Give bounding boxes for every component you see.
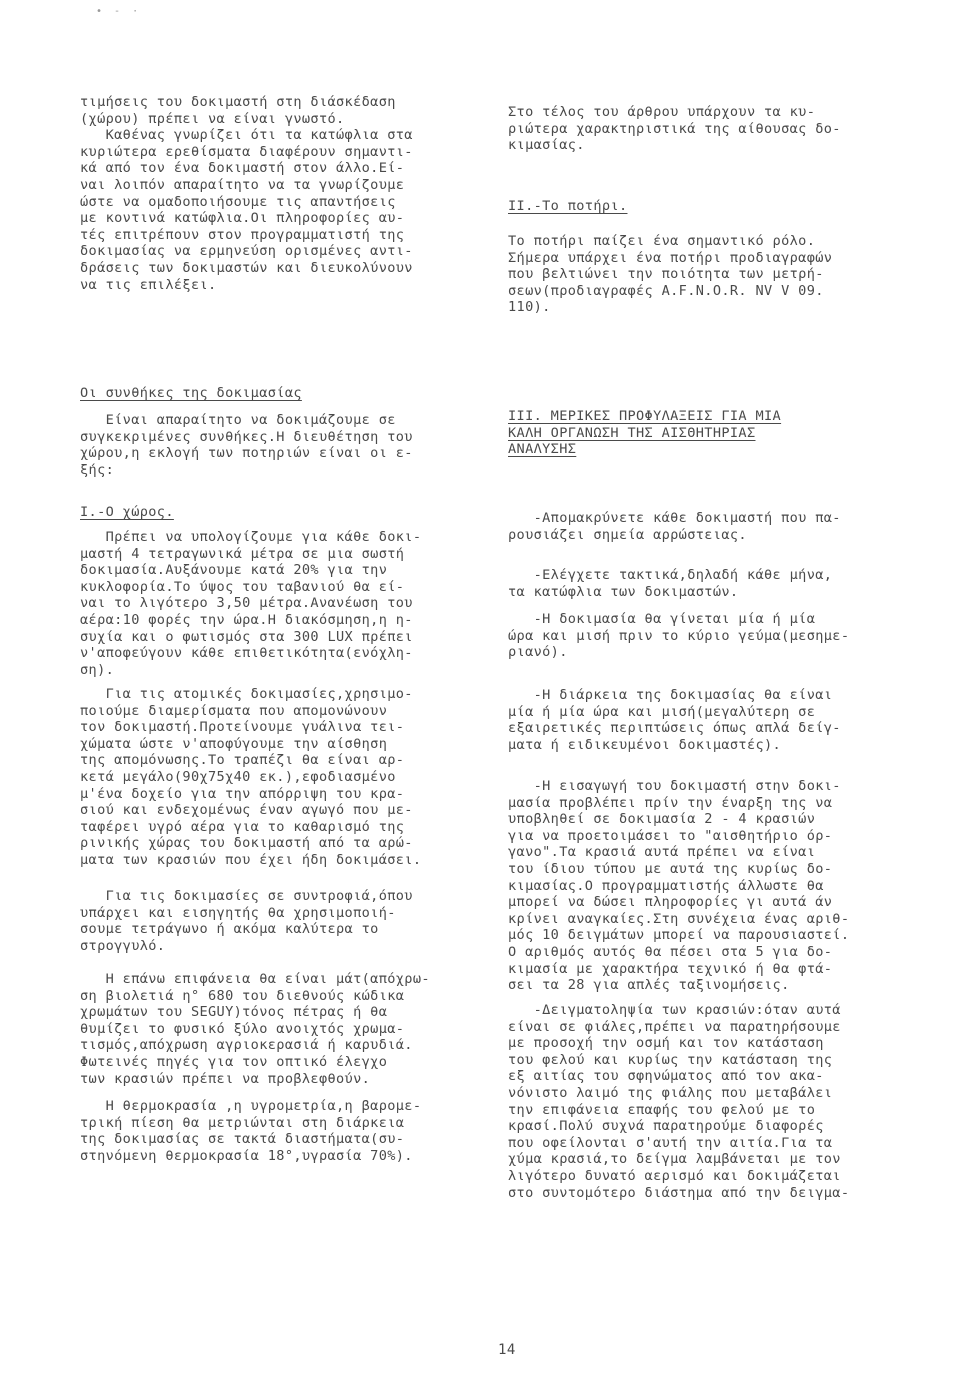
text-line: χύμα κρασιά,το δείγμα λαμβάνεται με τον — [508, 1151, 841, 1168]
text-line: -Η εισαγωγή του δοκιμαστή στην δοκι- — [508, 778, 841, 794]
text-line: 110). — [508, 299, 551, 316]
text-line: ώρα και μισή πριν το κύριο γεύμα(μεσημε- — [508, 627, 850, 644]
text-line: που οφείλονται σ'αυτή την αιτία.Για τα — [508, 1134, 833, 1151]
text-line: λιγότερο δυνατό αερισμό και δοκιμάζεται — [508, 1167, 841, 1184]
text-line: τισμός,απόχρωση αγριοκερασιά ή καρυδιά. — [80, 1037, 413, 1054]
text-line: είναι σε φιάλες,πρέπει να παρατηρήσουμε — [508, 1018, 841, 1035]
text-line: ριανό). — [508, 644, 568, 661]
text-line: συγκεκριμένες συνθήκες.Η διευθέτηση του — [80, 428, 413, 445]
text-line: -Η διάρκεια της δοκιμασίας θα είναι — [508, 687, 833, 703]
text-line: σεων(προδιαγραφές A.F.N.O.R. NV V 09. — [508, 282, 824, 299]
text-line: ρουσιάζει σημεία αρρώστειας. — [508, 526, 747, 543]
text-line: Φωτεινές πηγές για τον οπτικό έλεγχο — [80, 1053, 388, 1070]
text-line: νόνιστο λαιμό της φιάλης που μεταβάλει — [508, 1084, 833, 1101]
text-line: δοκιμασίας να ερμηνεύση ορισμένες αντι- — [80, 243, 413, 260]
text-line: που βελτιώνει την ποιότητα των μετρή- — [508, 266, 824, 283]
text-line: Στο τέλος του άρθρου υπάρχουν τα κυ- — [508, 104, 816, 120]
text-line: κιμασίας.Ο προγραμματιστής άλλωστε θα — [508, 877, 824, 894]
text-line: των κρασιών πρέπει να προβλεφθούν. — [80, 1070, 371, 1087]
text-line: ποιούμε διαμερίσματα που απομονώνουν — [80, 702, 388, 719]
text-line: εξ αιτίας του σφηνώματος από τον ακα- — [508, 1068, 824, 1085]
text-line: μαστή 4 τετραγωνικά μέτρα σε μια σωστή — [80, 545, 405, 562]
text-line: -Ελέγχετε τακτικά,δηλαδή κάθε μήνα, — [508, 567, 833, 583]
text-line: με προσοχή την οσμή και τον κατάσταση — [508, 1035, 824, 1052]
right-intro-paragraph — [508, 104, 940, 154]
text-line: συχία και ο φωτισμός στα 300 LUX πρέπει — [80, 628, 413, 645]
text-line: μπορεί να δώσει πληροφορίες γι αυτά άν — [508, 894, 833, 911]
text-line: ναι λοιπόν απαραίτητο να τα γνωρίζουμε — [80, 176, 405, 193]
text-line: σιού και ενδεχομένως έναν αγωγό που με- — [80, 802, 413, 819]
text-line: τιμήσεις του δοκιμαστή στη διάσκέδαση — [80, 94, 396, 110]
conditions-paragraph — [80, 412, 500, 478]
text-line: ΚΑΛΗ ΟΡΓΑΝΩΣΗ ΤΗΣ ΑΙΣΘΗΤΗΡΙΑΣ — [508, 424, 756, 441]
text-line: τές επιτρέπουν στον προγραμματιστή της — [80, 226, 405, 243]
text-line: Ο αριθμός αυτός θα πέσει στα 5 για δο- — [508, 943, 833, 960]
group-tasting-paragraph — [80, 888, 500, 954]
text-line: τον δοκιμαστή.Προτείνουμε γυάλινα τει- — [80, 719, 405, 736]
text-line: κετά μεγάλο(90χ75χ40 εκ.),εφοδιασμένο — [80, 768, 396, 785]
text-line: να τις επιλέξει. — [80, 276, 217, 293]
text-line: -Απομακρύνετε κάθε δοκιμαστή που πα- — [508, 510, 841, 526]
text-line: Η θερμοκρασία ,η υγρομετρία,η βαρομε- — [80, 1098, 422, 1114]
text-line: χώρου,η εκλογή των ποτηριών είναι οι ε- — [80, 445, 413, 462]
text-line: ΙΙΙ. ΜΕΡΙΚΕΣ ΠΡΟΦΥΛΑΞΕΙΣ ΓΙΑ ΜΙΑ — [508, 408, 782, 424]
text-line: κρίνει αναγκαίες.Στη συνέχεια ένας αριθ- — [508, 910, 850, 927]
text-line: δοκιμασία.Αυξάνουμε κατά 20% για την — [80, 562, 388, 579]
text-line: Σήμερα υπάρχει ένα ποτήρι προδιαγραφών — [508, 249, 833, 266]
text-line: με κοντινά κατώφλια.Οι πληροφορίες αυ- — [80, 210, 405, 227]
room-heading: Ι.-Ο χώρος. — [80, 504, 174, 520]
scan-mark: • - · — [96, 6, 142, 17]
bullet-introduction — [508, 778, 940, 994]
text-line: κιμασία με χαρακτήρα τεχνικό ή θα φτά- — [508, 960, 833, 977]
text-line: μία ή μία ώρα και μισή(μεγαλύτερη σε — [508, 703, 816, 720]
glass-paragraph — [508, 233, 940, 316]
text-line: ναι το λιγότερο 3,50 μέτρα.Ανανέωση του — [80, 595, 413, 612]
text-line: ν'αποφεύγουν κάθε επιθετικότητα(ενόχλη- — [80, 645, 413, 662]
bullet-sampling — [508, 1002, 940, 1201]
page-number: 14 — [498, 1342, 516, 1358]
text-line: κά από τον ένα δοκιμαστή στον άλλο.Εί- — [80, 160, 405, 177]
text-line: χρωμάτων του SEGUY)τόνος πέτρας ή θα — [80, 1004, 388, 1021]
bullet-sick-tasters — [508, 510, 940, 543]
text-line: Είναι απαραίτητο να δοκιμάζουμε σε — [80, 412, 396, 428]
text-line: σει τα 28 για απλές ταξινομήσεις. — [508, 977, 790, 994]
text-line: θυμίζει το φυσικό ξύλο ανοιχτός χρωμα- — [80, 1020, 405, 1037]
text-line: στρογγυλό. — [80, 937, 166, 954]
text-line: -Δειγματοληψία των κρασιών:όταν αυτά — [508, 1002, 841, 1018]
text-line: κρασί.Πολύ συχνά παρατηρούμε διαφορές — [508, 1118, 824, 1135]
text-line: Το ποτήρι παίζει ένα σημαντικό ρόλο. — [508, 233, 816, 249]
text-line: ριώτερα χαρακτηριστικά της αίθουσας δο- — [508, 120, 841, 137]
text-line: κυκλοφορία.Το ύψος του ταβανιού θα εί- — [80, 578, 405, 595]
text-line: για να προετοιμάσει το "αισθητήριο όρ- — [508, 827, 833, 844]
text-line: υποβληθεί σε δοκιμασία 2 - 4 κρασιών — [508, 811, 816, 828]
text-line: του φελού και κυρίως την κατάσταση της — [508, 1051, 833, 1068]
text-line: εξαιρετικές περιπτώσεις όπως απλά δείγ- — [508, 720, 841, 737]
text-line: Καθένας γνωρίζει ότι τα κατώφλια στα — [80, 127, 413, 144]
text-line: της απομόνωσης.Το τραπέζι θα είναι αρ- — [80, 752, 405, 769]
text-line: χώματα ώστε ν'αποφύγουμε την αίσθηση — [80, 735, 388, 752]
booths-paragraph — [80, 686, 500, 869]
left-intro-paragraph — [80, 94, 500, 293]
text-line: Πρέπει να υπολογίζουμε για κάθε δοκι- — [80, 529, 422, 545]
bullet-duration — [508, 687, 940, 753]
text-line: κιμασίας. — [508, 137, 585, 154]
text-line: μ'ένα δοχείο για την απόρριψη του κρα- — [80, 785, 405, 802]
text-line: ση). — [80, 661, 115, 678]
bullet-timing — [508, 611, 940, 661]
text-line: υπάρχει και εισηγητής θα χρησιμοποιή- — [80, 904, 396, 921]
room-paragraph — [80, 529, 500, 678]
bullet-thresholds — [508, 567, 940, 600]
text-line: Η επάνω επιφάνεια θα είναι μάτ(απόχρω- — [80, 971, 430, 987]
text-line: ματα ή ειδικευμένοι δοκιμαστές). — [508, 736, 782, 753]
text-line: -Η δοκιμασία θα γίνεται μία ή μία — [508, 611, 816, 627]
text-line: ώστε να ομαδοποιήσουμε τις απαντήσεις — [80, 193, 396, 210]
table-surface-paragraph — [80, 971, 500, 1087]
text-line: Για τις ατομικές δοκιμασίες,χρησιμο- — [80, 686, 413, 702]
climate-paragraph — [80, 1098, 500, 1164]
text-line: ΑΝΑΛΥΣΗΣ — [508, 441, 577, 458]
text-line: ση βιολετιά η° 680 του διεθνούς κώδικα — [80, 987, 405, 1004]
text-line: ταφέρει υγρό αέρα για το καθαρισμό της — [80, 818, 405, 835]
text-line: τα κατώφλια των δοκιμαστών. — [508, 583, 739, 600]
text-line: τρική πίεση θα μετριώνται στη διάρκεια — [80, 1114, 405, 1131]
text-line: σουμε τετράγωνο ή ακόμα καλύτερα το — [80, 921, 379, 938]
text-line: της δοκιμασίας σε τακτά διαστήματα(συ- — [80, 1131, 405, 1148]
text-line: του ίδιου τύπου με αυτά της κυρίως δο- — [508, 860, 833, 877]
text-line: αέρα:10 φορές την ώρα.Η διακόσμηση,η η- — [80, 611, 413, 628]
text-line: ξής: — [80, 461, 115, 478]
text-line: στηνόμενη θερμοκρασία 18°,υγρασία 70%). — [80, 1147, 413, 1164]
text-line: στο συντομότερο διάστημα από την δειγμα- — [508, 1184, 850, 1201]
text-line: γανο".Τα κρασιά αυτά πρέπει να είναι — [508, 844, 816, 861]
text-line: την επιφάνεια επαφής του φελού με το — [508, 1101, 816, 1118]
text-line: ματα των κρασιών που έχει ήδη δοκιμάσει. — [80, 851, 422, 868]
text-line: μός 10 δειγμάτων μπορεί να παρουσιαστεί. — [508, 927, 850, 944]
text-line: (χώρου) πρέπει να είναι γνωστό. — [80, 110, 345, 127]
text-line: Για τις δοκιμασίες σε συντροφιά,όπου — [80, 888, 413, 904]
text-line: δράσεις των δοκιμαστών και διευκολύνουν — [80, 259, 413, 276]
text-line: μασία προβλέπει πρίν την έναρξη της να — [508, 794, 833, 811]
conditions-heading: Οι συνθήκες της δοκιμασίας — [80, 385, 302, 401]
text-line: κυριώτερα ερεθίσματα διαφέρουν σημαντι- — [80, 143, 413, 160]
glass-heading: ΙΙ.-Το ποτήρι. — [508, 198, 628, 214]
precautions-heading — [508, 408, 940, 458]
text-line: ρινικής χώρας του δοκιμαστή από τα αρώ- — [80, 835, 413, 852]
